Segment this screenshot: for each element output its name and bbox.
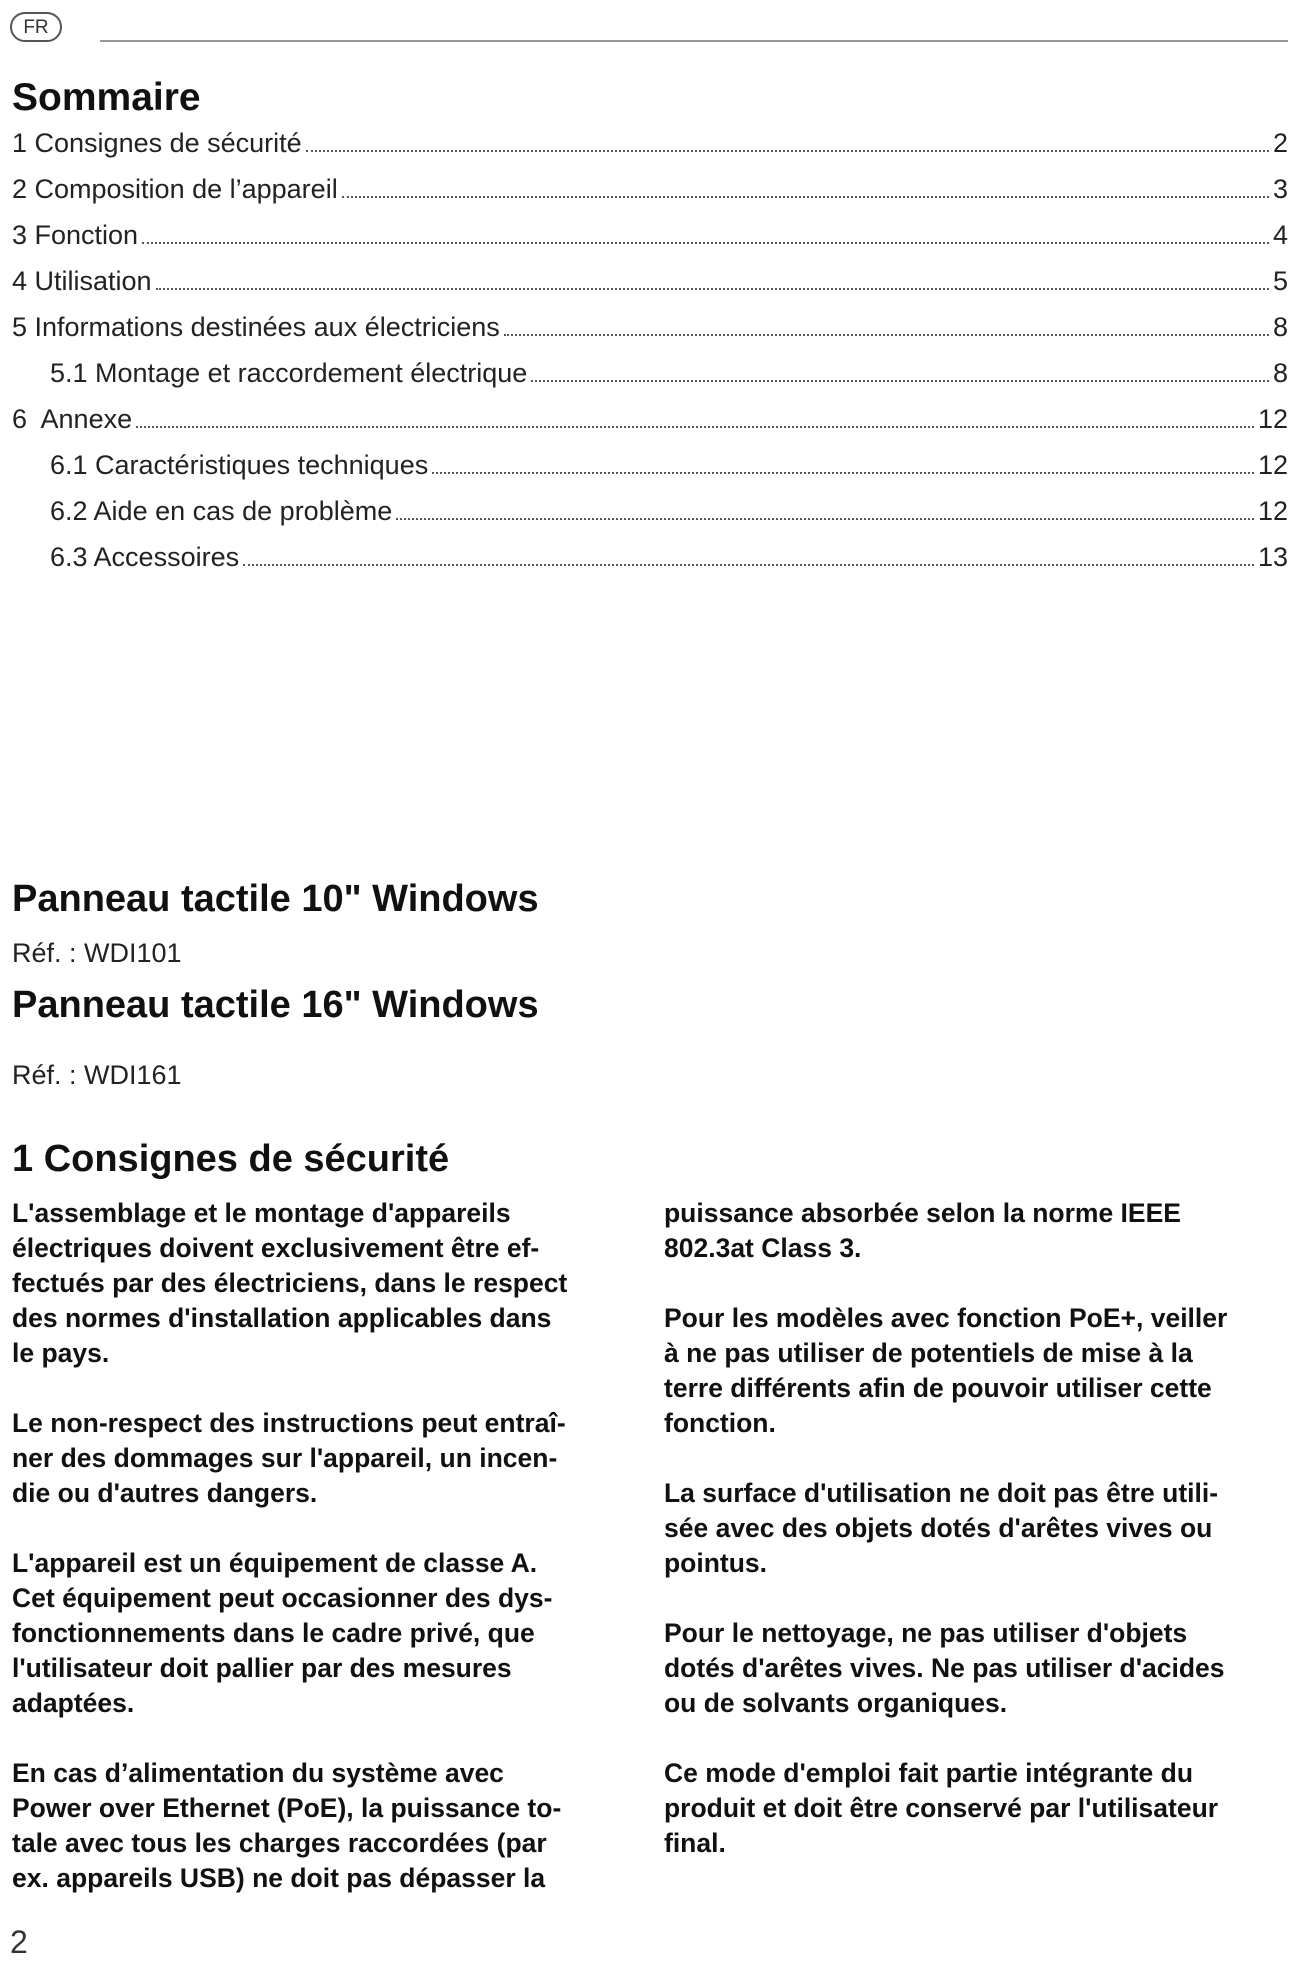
toc-leader	[504, 334, 1269, 336]
safety-column-right	[664, 1196, 1294, 1896]
toc-leader	[531, 380, 1269, 382]
toc-leader	[142, 242, 1269, 244]
toc-entry-page: 3	[1272, 174, 1288, 204]
toc-title: Sommaire	[12, 76, 201, 119]
toc-entry[interactable]	[12, 220, 1288, 266]
toc-leader	[432, 472, 1254, 474]
safety-paragraph: En cas d’alimentation du système avec Power over Ethernet (PoE), la puissance to- tale avec tous les charges raccordées (par ex. appareils USB) ne doit pas dépasser la	[12, 1758, 562, 1893]
page-number: 2	[10, 1924, 28, 1960]
safety-paragraph: puissance absorbée selon la norme IEEE 802.3at Class 3.	[664, 1198, 1181, 1263]
toc-leader	[136, 426, 1254, 428]
product-title: Panneau tactile 10" Windows	[12, 878, 539, 920]
toc-entry-label: 6.1 Caractéristiques techniques	[50, 450, 429, 480]
toc-entry-label: 1 Consignes de sécurité	[12, 128, 302, 158]
toc-leader	[396, 518, 1254, 520]
product-reference: Réf. : WDI161	[12, 1060, 182, 1090]
toc-entry[interactable]	[12, 404, 1288, 450]
toc-entry-page: 4	[1272, 220, 1288, 250]
toc-subentry[interactable]	[12, 542, 1288, 588]
toc-entry-page: 13	[1257, 542, 1288, 572]
toc-subentry[interactable]	[12, 450, 1288, 496]
toc-entry-label: 6.3 Accessoires	[50, 542, 240, 572]
product-reference: Réf. : WDI101	[12, 938, 182, 968]
toc-entry-label: 4 Utilisation	[12, 266, 152, 296]
toc-entry-page: 12	[1257, 450, 1288, 480]
toc-entry[interactable]	[12, 266, 1288, 312]
toc-entry[interactable]	[12, 174, 1288, 220]
toc-entry-label: 3 Fonction	[12, 220, 139, 250]
toc-leader	[342, 196, 1269, 198]
safety-paragraph: L'appareil est un équipement de classe A. Cet équipement peut occasionner des dys- fonctionnements dans le cadre privé, que l'utilisateur doit pallier par des mesures adaptées.	[12, 1548, 553, 1718]
toc-leader	[243, 564, 1254, 566]
section-title: 1 Consignes de sécurité	[12, 1138, 450, 1180]
safety-column-left	[12, 1196, 630, 1931]
header-rule	[100, 40, 1288, 42]
toc-entry-page: 8	[1272, 312, 1288, 342]
toc-entry-label: 6 Annexe	[12, 404, 133, 434]
toc-entry-page: 8	[1272, 358, 1288, 388]
safety-paragraph: Pour les modèles avec fonction PoE+, veiller à ne pas utiliser de potentiels de mise à la terre différents afin de pouvoir utiliser cette fonction.	[664, 1303, 1228, 1438]
toc-subentry[interactable]	[12, 496, 1288, 542]
toc-entry[interactable]	[12, 312, 1288, 358]
safety-paragraph: La surface d'utilisation ne doit pas être utili- sée avec des objets dotés d'arêtes vives ou pointus.	[664, 1478, 1219, 1578]
toc-entry-label: 5.1 Montage et raccordement électrique	[50, 358, 528, 388]
toc-entry-label: 5 Informations destinées aux électriciens	[12, 312, 500, 342]
safety-paragraph: Le non-respect des instructions peut entraî- ner des dommages sur l'appareil, un incen- die ou d'autres dangers.	[12, 1408, 566, 1508]
toc-leader	[306, 150, 1269, 152]
toc-entry-page: 2	[1272, 128, 1288, 158]
toc-leader	[156, 288, 1269, 290]
toc-entry-label: 2 Composition de l’appareil	[12, 174, 338, 204]
toc-entry-page: 12	[1257, 496, 1288, 526]
safety-paragraph: L'assemblage et le montage d'appareils électriques doivent exclusivement être ef- fectués par des électriciens, dans le respect des normes d'installation applicables dans le pays.	[12, 1198, 568, 1368]
toc-entry-page: 12	[1257, 404, 1288, 434]
product-title: Panneau tactile 16" Windows	[12, 984, 539, 1026]
language-badge: FR	[10, 12, 62, 42]
toc-entry-label: 6.2 Aide en cas de problème	[50, 496, 393, 526]
safety-paragraph: Ce mode d'emploi fait partie intégrante du produit et doit être conservé par l'utilisateur final.	[664, 1758, 1219, 1858]
toc-entry[interactable]	[12, 128, 1288, 174]
toc-subentry[interactable]	[12, 358, 1288, 404]
toc-entry-page: 5	[1272, 266, 1288, 296]
table-of-contents	[12, 128, 1288, 588]
safety-paragraph: Pour le nettoyage, ne pas utiliser d'objets dotés d'arêtes vives. Ne pas utiliser d'acides ou de solvants organiques.	[664, 1618, 1225, 1718]
